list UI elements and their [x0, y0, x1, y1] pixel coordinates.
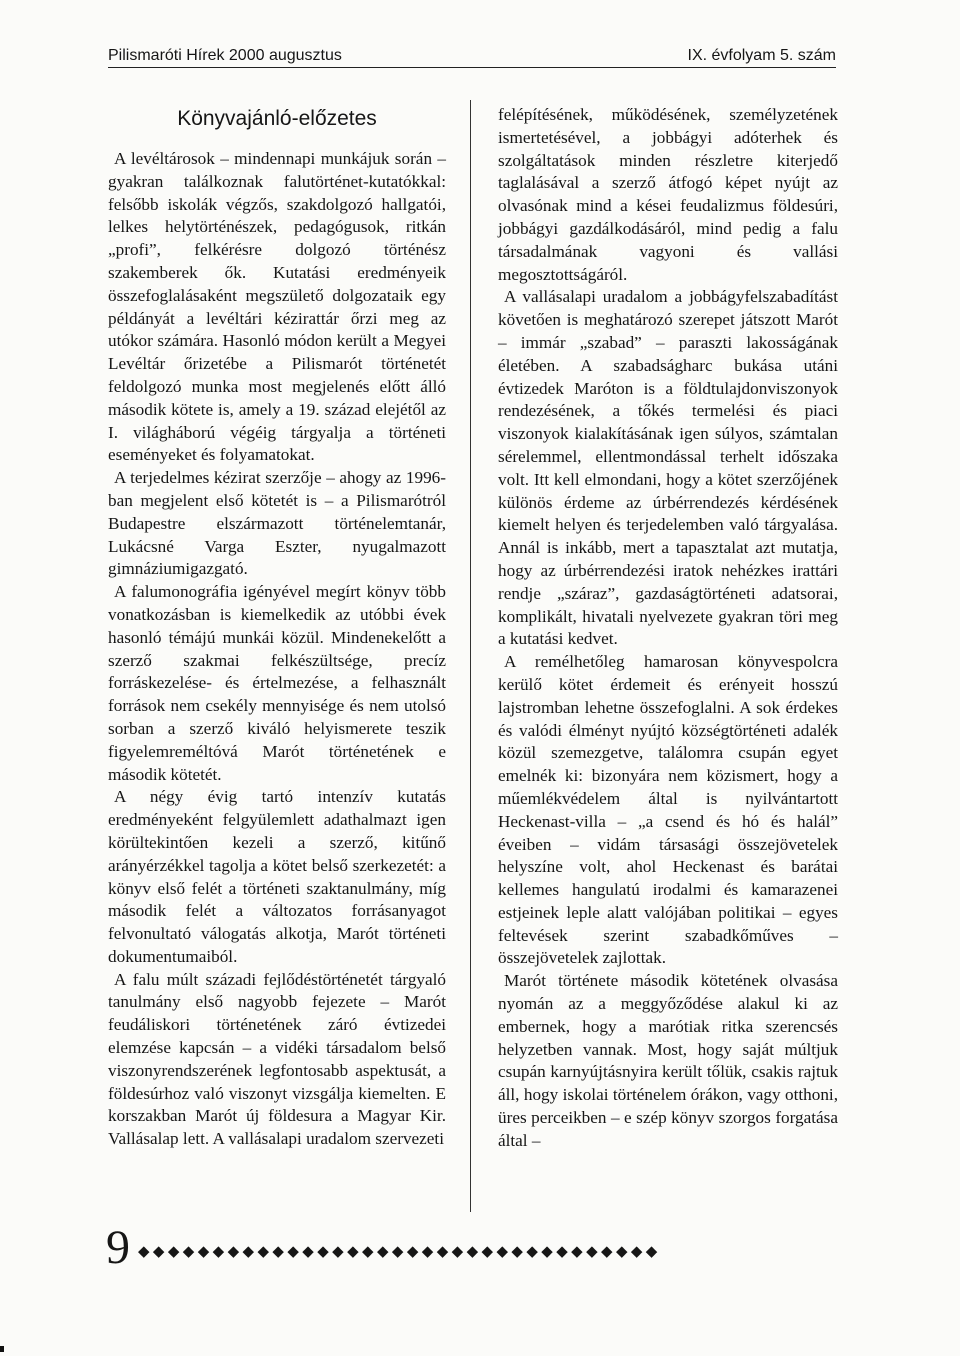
right-column — [498, 104, 838, 1153]
paragraph: A terjedelmes kézirat szerzője – ahogy az 1996-ban megjelent első kötetét is – a Pilismarótról Budapestre elszármazott történelemtanár, Lukácsné Varga Eszter, nyugalmazott gimnáziumigazgató. — [108, 468, 446, 579]
paragraph: felépítésének, működésének, személyzetének ismertetésével, a jobbágyi adóterhek és szolgáltatások minden részletre kiterjedő taglalásával a szerző átfogó képet nyújt az olvasónak mind a kései feudalizmus földesúri, jobbágyi gazdálkodásáról, mind pedig a falu társadalmának vagyoni és vallási megosztottságáról. — [498, 105, 838, 284]
article-title: Könyvajánló-előzetes — [177, 107, 377, 130]
paragraph: A falu múlt századi fejlődéstörténetét tárgyaló tanulmány első nagyobb fejezete – Marót feudáliskori történetének záró évtizedei elemzése kapcsán – a vidéki társadalom belső viszonyrendszerének legfontosabb aspektusát, a földesúrhoz való viszonyt vizsgálja kiemelten. E korszakban Marót új földesura a Magyar Kir. Vallásalap lett. A vallásalapi uradalom szervezeti — [108, 969, 446, 1149]
diamond-ornament: ◆◆◆◆◆◆◆◆◆◆◆◆◆◆◆◆◆◆◆◆◆◆◆◆◆◆◆◆◆◆◆◆◆◆◆ — [138, 1244, 661, 1260]
paragraph: A négy évig tartó intenzív kutatás eredményeként felgyülemlett adathalmazt igen körültekintően kezeli a szerző, kitűnő arányérzékkel tagolja a kötet belső szerkezetét: a könyv első felét a történeti szaktanulmány, míg második felét a változatos forrásanyagot felvonultató válogatás alkotja, Marót történeti dokumentumaiból. — [108, 787, 446, 966]
issue-number: IX. évfolyam 5. szám — [687, 47, 836, 64]
paragraph: A remélhetőleg hamarosan könyvespolcra kerülő kötet érdemeit és erényeit hosszú lajstromban lehetne összefoglalni. A sok érdekes és valódi élményt nyújtó községtörténeti adalék közül szemezgetve, találomra csupán egyet emelnék ki: bizonyára nem közismert, hogy a műemlékvédelem által is nyilvántartott Heckenast-villa – „a csend és hó és halál” éveiben – vidám társasági összejövetelek helyszíne volt, ahol Heckenast és barátai kellemes hangulatú irodalmi és kamarazenei estjeinek leple alatt valójában politikai – egyes feltevések szerint szabadkőműves – összejövetelek zajlottak. — [498, 652, 838, 968]
paragraph: A levéltárosok – mindennapi munkájuk során – gyakran találkoznak falutörténet-kutatókkal: felsőbb iskolák végzős, szakdolgozó hallgatói, lelkes helytörténészek, pedagógusok, ritkán „profi”, felkérésre dolgozó történész szakemberek ők. Kutatási eredményeik összefoglalásaként megszülető dolgozataik egy példányát a levéltári kézirattár őrzi meg az utókor számára. Hasonló módon került a Megyei Levéltár őrizetébe a Pilismarót történetét feldolgozó munka most megjelenés előtt álló második kötete is, amely a 19. század elejétől az I. világháború végéig tárgyalja a történeti eseményeket és folyamatokat. — [108, 149, 446, 465]
paragraph: A falumonográfia igényével megírt könyv több vonatkozásban is kiemelkedik az utóbbi évek hasonló témájú munkái közül. Mindenekelőtt a szerző szakmai felkészültsége, precíz forráskezelése- és értelmezése, a felhasznált források nem csekély mennyisége és nem utolsó sorban a szerző kiváló helyismerete teszik figyelemreméltóvá Marót történetének e második kötetét. — [108, 582, 446, 784]
page-header — [108, 46, 836, 68]
scan-mark — [0, 1346, 4, 1352]
page-footer — [106, 1222, 826, 1272]
page-number: 9 — [106, 1221, 130, 1274]
left-column — [108, 106, 446, 1151]
paragraph: A vallásalapi uradalom a jobbágyfelszabadítást követően is meghatározó szerepet játszott Marót – immár „szabad” – paraszti lakosságának életében. A szabadságharc bukása utáni évtizedek Maróton is a földtulajdonviszonyok rendezésének, a tőkés termelési és piaci viszonyok kialakításának igen súlyos, számtalan sérelemmel, ellentmondással terhelt időszaka volt. Itt kell elmondani, hogy a kötet szerzőjének különös érdeme az úrbérrendezés kérdésének kiemelt helyen és terjedelemben való tárgyalása. Annál is inkább, mert a tapasztalat azt mutatja, hogy az úrbérrendezési iratok nehézkes irattári rendje „száraz”, gazdaságtörténeti adatsorai, komplikált, hivatali nyelvezete gyakran töri meg a kutatási kedvet. — [498, 287, 838, 649]
column-divider — [470, 100, 471, 1212]
paragraph: Marót története második kötetének olvasása nyomán az a meggyőződése alakul ki az embernek, hogy a marótiak ritka szerencsés helyzetben vannak. Most, hogy saját múltjuk csupán karnyújtásnyira került tőlük, csakis rajtuk áll, hogy iskolai történelem órákon, vagy otthoni, üres perceikben – e szép könyv szorgos forgatása által – — [498, 971, 838, 1150]
publication-title: Pilismaróti Hírek 2000 augusztus — [108, 47, 342, 64]
